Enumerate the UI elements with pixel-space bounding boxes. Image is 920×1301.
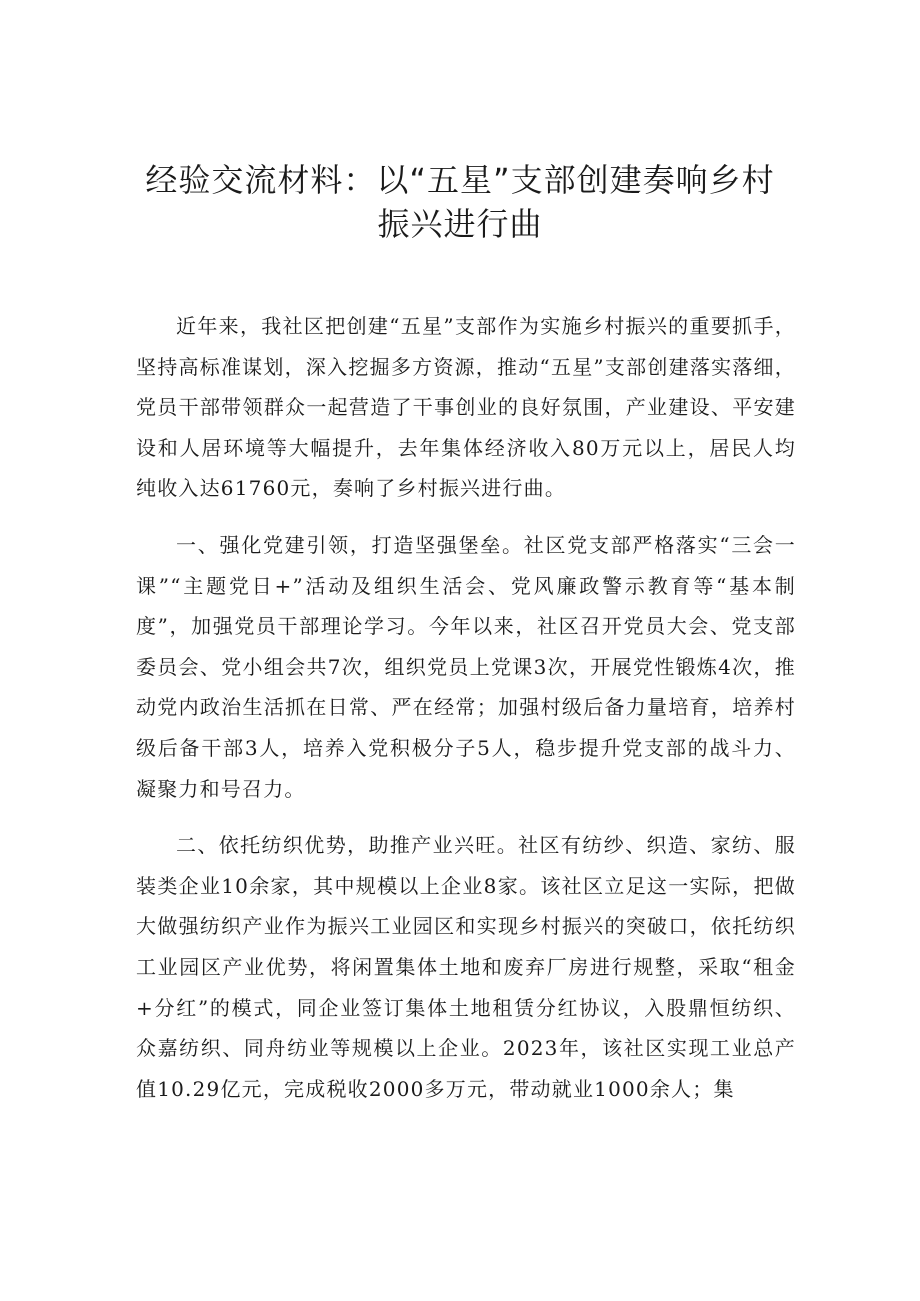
- document-body: [136, 306, 796, 1125]
- paragraph-section-one: 一、强化党建引领，打造坚强堡垒。社区党支部严格落实“三会一课”“主题党日+”活动及组织生活会、党风廉政警示教育等“基本制度”，加强党员干部理论学习。今年以来，社区召开党员大会、党支部委员会、党小组会共7次，组织党员上党课3次，开展党性锻炼4次，推动党内政治生活抓在日常、严在经常；加强村级后备力量培育，培养村级后备干部3人，培养入党积极分子5人，稳步提升党支部的战斗力、凝聚力和号召力。: [136, 532, 796, 801]
- paragraph-section-two: 二、依托纺织优势，助推产业兴旺。社区有纺纱、织造、家纺、服装类企业10余家，其中规模以上企业8家。该社区立足这一实际，把做大做强纺织产业作为振兴工业园区和实现乡村振兴的突破口，依托纺织工业园区产业优势，将闲置集体土地和废弃厂房进行规整，采取“租金+分红”的模式，同企业签订集体土地租赁分红协议，入股鼎恒纺织、众嘉纺织、同舟纺业等规模以上企业。2023年，该社区实现工业总产值10.29亿元，完成税收2000多万元，带动就业1000余人；集: [136, 833, 796, 1101]
- paragraph-intro: 近年来，我社区把创建“五星”支部作为实施乡村振兴的重要抓手，坚持高标准谋划，深入挖掘多方资源，推动“五星”支部创建落实落细，党员干部带领群众一起营造了干事创业的良好氛围，产业建设、平安建设和人居环境等大幅提升，去年集体经济收入80万元以上，居民人均纯收入达61760元，奏响了乡村振兴进行曲。: [136, 314, 796, 501]
- document-title: 经验交流材料：以“五星”支部创建奏响乡村振兴进行曲: [145, 161, 775, 243]
